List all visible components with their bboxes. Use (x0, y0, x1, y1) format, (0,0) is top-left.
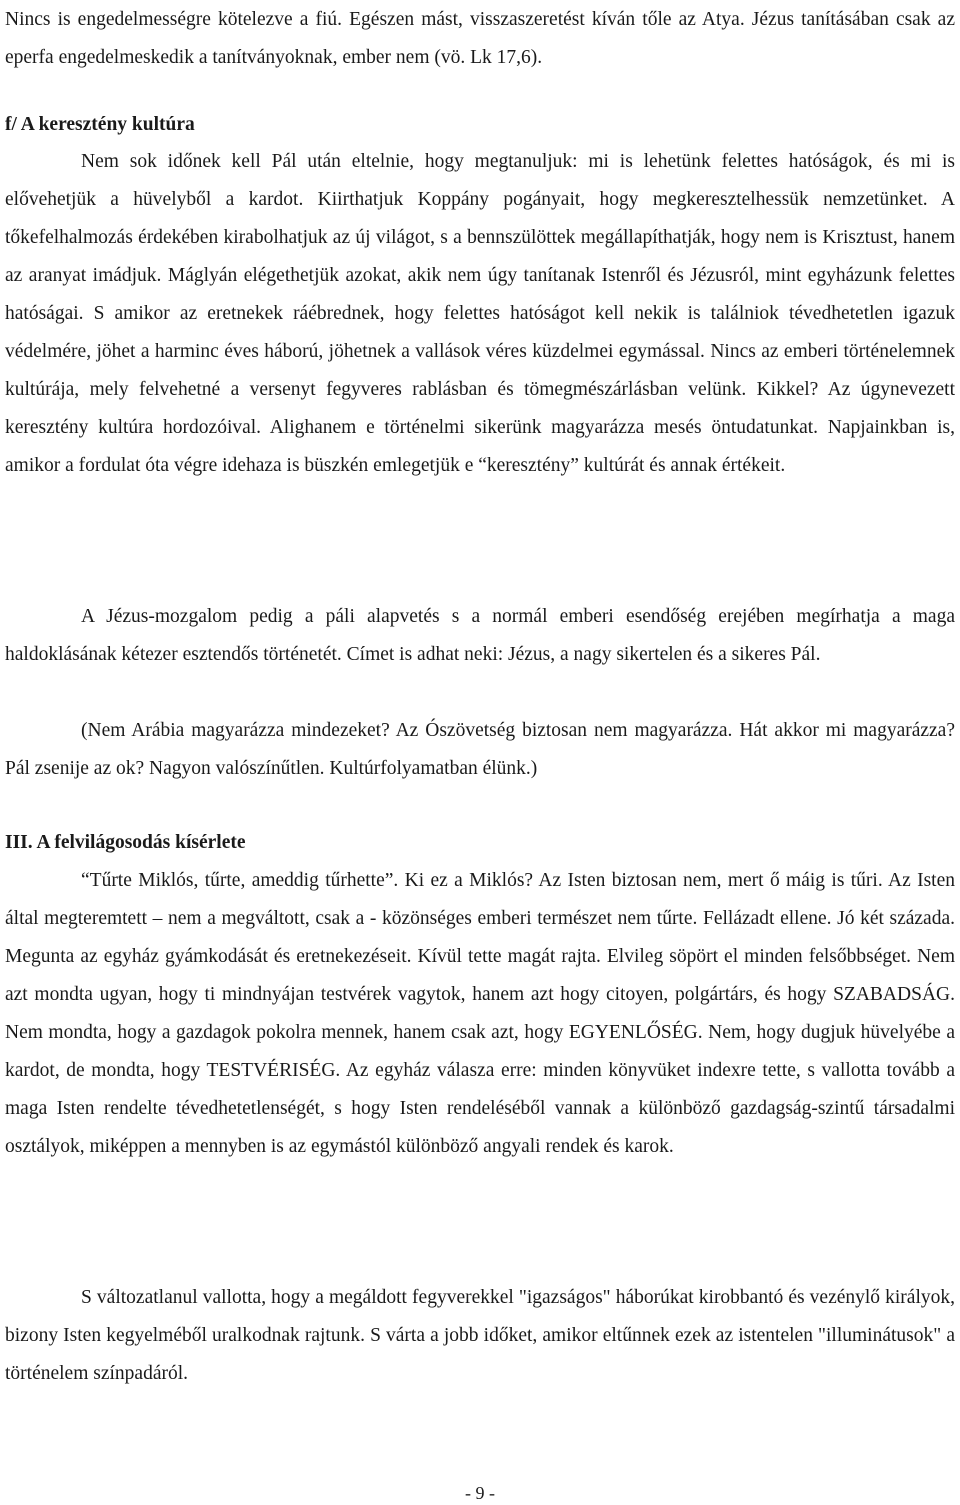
section-f-paragraph-2: A Jézus-mozgalom pedig a páli alapvetés s a normál emberi esendőség erejében megírhatja a maga haldoklásának kétezer esztendős történetét. Címet is adhat neki: Jézus, a nagy sikertelen és a sikeres Pál. (5, 606, 955, 665)
section-iii-paragraph-1: “Tűrte Miklós, tűrte, ameddig tűrhette”. Ki ez a Miklós? Az Isten biztosan nem, mert ő máig is tűri. Az Isten által megteremtett – nem a megváltott, csak a - közönséges emberi természet nem tűrte. Fellázadt ellene. Jó két százada. Megunta az egyház gyámkodását és eretnekezéseit. Kívül tette magát rajta. Elvileg söpört el minden felsőbbséget. Nem azt mondta ugyan, hogy ti mindnyájan testvérek vagytok, hanem azt hogy citoyen, polgártárs, és hogy SZABADSÁG. Nem mondta, hogy a gazdagok pokolra mennek, hanem csak azt, hogy EGYENLŐSÉG. Nem, hogy dugjuk hüvelyébe a kardot, de mondta, hogy TESTVÉRISÉG. Az egyház válasza erre: minden könyvüket indexre tette, s vallotta tovább a maga Isten rendelte tévedhetetlenségét, s hogy Isten rendeléséből vannak a különböző gazdagság-szintű társadalmi osztályok, miképpen a mennyben is az egymástól különböző angyali rendek és karok. (5, 870, 955, 1157)
page-number: - 9 - (465, 1483, 495, 1503)
section-iii-paragraph-2: S változatlanul vallotta, hogy a megáldott fegyverekkel "igazságos" háborúkat kirobbantó és vezénylő királyok, bizony Isten kegyelméből uralkodnak rajtunk. S várta a jobb időket, amikor eltűnnek ezek az istentelen "illuminátusok" a történelem színpadáról. (5, 1287, 955, 1384)
section-iii-heading: III. A felvilágosodás kísérlete (5, 832, 246, 853)
intro-paragraph: Nincs is engedelmességre kötelezve a fiú. Egészen mást, visszaszeretést kíván tőle az Atya. Jézus tanításában csak az eperfa engedelmeskedik a tanítványoknak, ember nem (vö. Lk 17,6). (5, 9, 955, 68)
section-f-paragraph-1: Nem sok időnek kell Pál után eltelnie, hogy megtanuljuk: mi is lehetünk felettes hatóságok, és mi is elővehetjük a hüvelyből a kardot. Kiirthatjuk Koppány pogányait, hogy megkeresztelhessük nemzetünket. A tőkefelhalmozás érdekében kirabolhatjuk az új világot, s a bennszülöttek megállapíthatják, hogy nem is Krisztust, hanem az aranyat imádjuk. Máglyán elégethetjük azokat, akik nem úgy tanítanak Istenről és Jézusról, mint egyházunk felettes hatóságai. S amikor az eretnekek ráébrednek, hogy felettes hatóságot kell nekik is találniok tévedhetetlen igazuk védelmére, jöhet a harminc éves háború, jöhetnek a vallások véres küzdelmei egymással. Nincs az emberi történelemnek kultúrája, mely felvehetné a versenyt fegyveres rablásban és tömegmészárlásban velünk. Kikkel? Az úgynevezett keresztény kultúra hordozóival. Alighanem e történelmi sikerünk magyarázza mesés öntudatunkat. Napjainkban is, amikor a fordulat óta végre idehaza is büszkén emlegetjük e “keresztény” kultúrát és annak értékeit. (5, 151, 955, 476)
section-f-heading: f/ A keresztény kultúra (5, 114, 195, 135)
section-f-paragraph-3: (Nem Arábia magyarázza mindezeket? Az Ószövetség biztosan nem magyarázza. Hát akkor mi magyarázza? Pál zsenije az ok? Nagyon valószínűtlen. Kultúrfolyamatban élünk.) (5, 720, 955, 779)
